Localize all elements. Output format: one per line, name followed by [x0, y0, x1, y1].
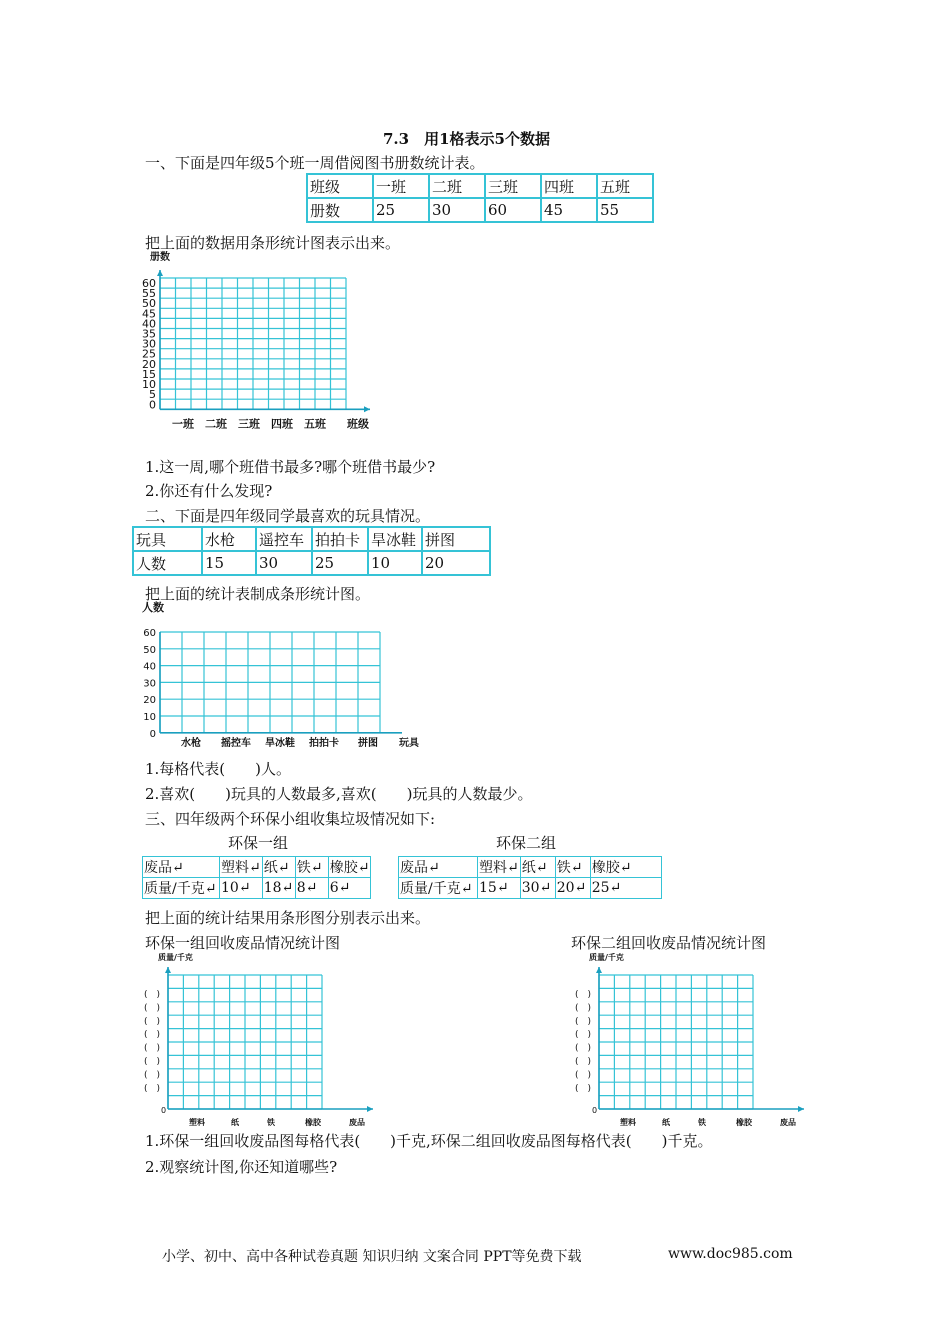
group2-table: [398, 856, 662, 899]
table-cell: 18↵: [262, 878, 295, 899]
x-category-label: 一班: [172, 417, 194, 431]
x-category-label: 拼图: [358, 737, 378, 749]
table-cell: 玩具: [133, 527, 202, 551]
table-cell: 20: [422, 551, 490, 575]
table-cell: 塑料↵: [220, 857, 263, 878]
table-cell: 15↵: [478, 878, 521, 899]
x-axis-arrow: [798, 1106, 804, 1112]
table-cell: 25: [312, 551, 368, 575]
table-row: [399, 878, 662, 899]
y-tick-label: 20: [143, 695, 156, 707]
table-cell: 25↵: [590, 878, 661, 899]
x-category-label: 二班: [205, 417, 227, 431]
y-tick-label: 0: [149, 728, 156, 740]
x-axis-arrow: [367, 1106, 373, 1112]
table-cell: 25: [373, 198, 429, 222]
table-cell: 20↵: [555, 878, 590, 899]
x-category-label: 橡胶: [305, 1118, 321, 1127]
y-tick-label: 5: [149, 388, 156, 402]
y-tick-label: 35: [142, 327, 156, 341]
table-cell: 二班: [429, 174, 485, 198]
blank-tick-label: ( ): [144, 1083, 161, 1094]
toy-bar-chart-grid: [140, 600, 430, 752]
x-axis-label: 玩具: [399, 737, 419, 749]
table-cell: 水枪: [202, 527, 256, 551]
y-zero-label: 0: [161, 1106, 167, 1115]
blank-tick-label: ( ): [144, 1057, 161, 1067]
x-axis-label: 废品: [349, 1118, 365, 1127]
table-cell: 15: [202, 551, 256, 575]
x-category-label: 铁: [698, 1118, 706, 1127]
table-cell: 一班: [373, 174, 429, 198]
footer-url: www.doc985.com: [668, 1246, 793, 1262]
borrow-table: [306, 173, 654, 223]
table-cell: 拍拍卡: [312, 527, 368, 551]
y-axis-label: 册数: [150, 252, 170, 263]
page-title: 7.3 用1格表示5个数据: [383, 130, 550, 148]
section3-instruction: 把上面的统计结果用条形图分别表示出来。: [145, 909, 431, 927]
table-cell: 纸↵: [520, 857, 555, 878]
table-cell: 质量/千克↵: [399, 878, 478, 899]
table-cell: 30: [256, 551, 312, 575]
blank-tick-label: ( ): [144, 1070, 161, 1081]
x-category-label: 四班: [271, 417, 293, 431]
blank-tick-label: ( ): [575, 1083, 592, 1094]
y-axis-label: 质量/千克: [158, 953, 193, 962]
y-tick-label: 55: [142, 287, 156, 301]
table-cell: 四班: [541, 174, 597, 198]
table-row: [133, 527, 490, 551]
x-category-label: 旱冰鞋: [265, 737, 295, 749]
blank-tick-label: ( ): [144, 1043, 161, 1054]
y-tick-label: 60: [142, 277, 156, 290]
table-cell: 五班: [597, 174, 653, 198]
blank-tick-label: ( ): [144, 1030, 161, 1041]
x-category-label: 拍拍卡: [309, 737, 339, 749]
blank-tick-label: ( ): [575, 1030, 592, 1041]
table-cell: 人数: [133, 551, 202, 575]
table-row: [143, 878, 371, 899]
blank-tick-label: ( ): [144, 990, 161, 1000]
y-tick-label: 45: [142, 307, 156, 321]
table-cell: 塑料↵: [478, 857, 521, 878]
table-cell: 30: [429, 198, 485, 222]
x-category-label: 铁: [267, 1118, 275, 1127]
blank-tick-label: ( ): [144, 1016, 161, 1027]
y-tick-label: 0: [149, 398, 156, 412]
blank-tick-label: ( ): [575, 1043, 592, 1054]
blank-tick-label: ( ): [575, 990, 592, 1000]
table-cell: 纸↵: [262, 857, 295, 878]
y-axis-arrow: [165, 967, 171, 973]
section3-heading: 三、四年级两个环保小组收集垃圾情况如下:: [145, 810, 436, 828]
section1-question-2: 2.你还有什么发现?: [145, 482, 273, 500]
table-cell: 橡胶↵: [328, 857, 371, 878]
table-cell: 10: [368, 551, 422, 575]
y-tick-label: 40: [142, 317, 156, 331]
y-tick-label: 50: [142, 297, 156, 311]
blank-tick-label: ( ): [575, 1057, 592, 1067]
y-tick-label: 10: [142, 378, 156, 391]
x-category-label: 五班: [304, 417, 326, 431]
group1-bar-chart-grid: [140, 950, 375, 1127]
table-cell: 班级: [307, 174, 373, 198]
table-cell: 55: [597, 198, 653, 222]
table-cell: 拼图: [422, 527, 490, 551]
section1-question-1: 1.这一周,哪个班借书最多?哪个班借书最少?: [145, 458, 436, 476]
blank-tick-label: ( ): [575, 1003, 592, 1014]
section3-question-1: 1.环保一组回收废品图每格代表( )千克,环保二组回收废品图每格代表( )千克。: [145, 1132, 713, 1150]
y-tick-label: 30: [142, 337, 156, 351]
group2-bar-chart-grid: [571, 950, 806, 1127]
blank-tick-label: ( ): [575, 1070, 592, 1081]
section2-instruction: 把上面的统计表制成条形统计图。: [145, 585, 371, 603]
table-cell: 废品↵: [399, 857, 478, 878]
x-category-label: 塑料: [620, 1118, 636, 1127]
table-row: [133, 551, 490, 575]
table-row: [307, 174, 653, 198]
table-cell: 铁↵: [555, 857, 590, 878]
y-axis-label: 人数: [142, 601, 164, 614]
toy-table: [132, 526, 491, 576]
table-row: [307, 198, 653, 222]
table-cell: 6↵: [328, 878, 371, 899]
x-category-label: 摇控车: [221, 737, 251, 749]
x-category-label: 三班: [238, 417, 260, 431]
table-cell: 遥控车: [256, 527, 312, 551]
footer-text: 小学、初中、高中各种试卷真题 知识归纳 文案合同 PPT等免费下载: [162, 1249, 582, 1265]
section3-question-2: 2.观察统计图,你还知道哪些?: [145, 1158, 338, 1176]
table-cell: 三班: [485, 174, 541, 198]
y-tick-label: 30: [143, 678, 156, 690]
chart2-title: 环保二组回收废品情况统计图: [571, 934, 767, 952]
table-cell: 60: [485, 198, 541, 222]
y-tick-label: 20: [142, 357, 156, 371]
blank-tick-label: ( ): [144, 1003, 161, 1014]
y-tick-label: 15: [142, 367, 156, 381]
section2-heading: 二、下面是四年级同学最喜欢的玩具情况。: [145, 507, 431, 525]
section1-instruction: 把上面的数据用条形统计图表示出来。: [145, 234, 401, 252]
group2-label: 环保二组: [496, 834, 557, 852]
y-tick-label: 40: [143, 661, 156, 673]
y-axis-arrow: [157, 270, 163, 276]
section2-question-1: 1.每格代表( )人。: [145, 760, 292, 778]
x-category-label: 水枪: [181, 737, 201, 749]
x-category-label: 橡胶: [736, 1118, 752, 1127]
borrow-bar-chart-grid: [140, 248, 380, 433]
table-cell: 废品↵: [143, 857, 220, 878]
chart1-title: 环保一组回收废品情况统计图: [145, 934, 341, 952]
table-cell: 橡胶↵: [590, 857, 661, 878]
table-cell: 8↵: [295, 878, 328, 899]
y-tick-label: 50: [143, 644, 156, 656]
section1-heading: 一、下面是四年级5个班一周借阅图书册数统计表。: [145, 154, 485, 172]
table-cell: 30↵: [520, 878, 555, 899]
table-row: [143, 857, 371, 878]
table-cell: 45: [541, 198, 597, 222]
group1-label: 环保一组: [228, 834, 289, 852]
y-tick-label: 25: [142, 347, 156, 361]
group1-table: [142, 856, 371, 899]
x-category-label: 塑料: [189, 1118, 205, 1127]
x-axis-label: 班级: [347, 417, 369, 431]
x-axis-arrow: [364, 406, 370, 412]
x-category-label: 纸: [231, 1118, 239, 1127]
y-axis-label: 质量/千克: [589, 953, 624, 962]
table-cell: 册数: [307, 198, 373, 222]
table-cell: 10↵: [220, 878, 263, 899]
y-tick-label: 60: [143, 628, 156, 639]
table-cell: 质量/千克↵: [143, 878, 220, 899]
table-row: [399, 857, 662, 878]
y-axis-arrow: [596, 967, 602, 973]
blank-tick-label: ( ): [575, 1016, 592, 1027]
y-zero-label: 0: [592, 1106, 598, 1115]
y-tick-label: 10: [143, 712, 156, 723]
table-cell: 铁↵: [295, 857, 328, 878]
section2-question-2: 2.喜欢( )玩具的人数最多,喜欢( )玩具的人数最少。: [145, 785, 533, 803]
table-cell: 旱冰鞋: [368, 527, 422, 551]
x-category-label: 纸: [662, 1118, 670, 1127]
x-axis-label: 废品: [780, 1118, 796, 1127]
